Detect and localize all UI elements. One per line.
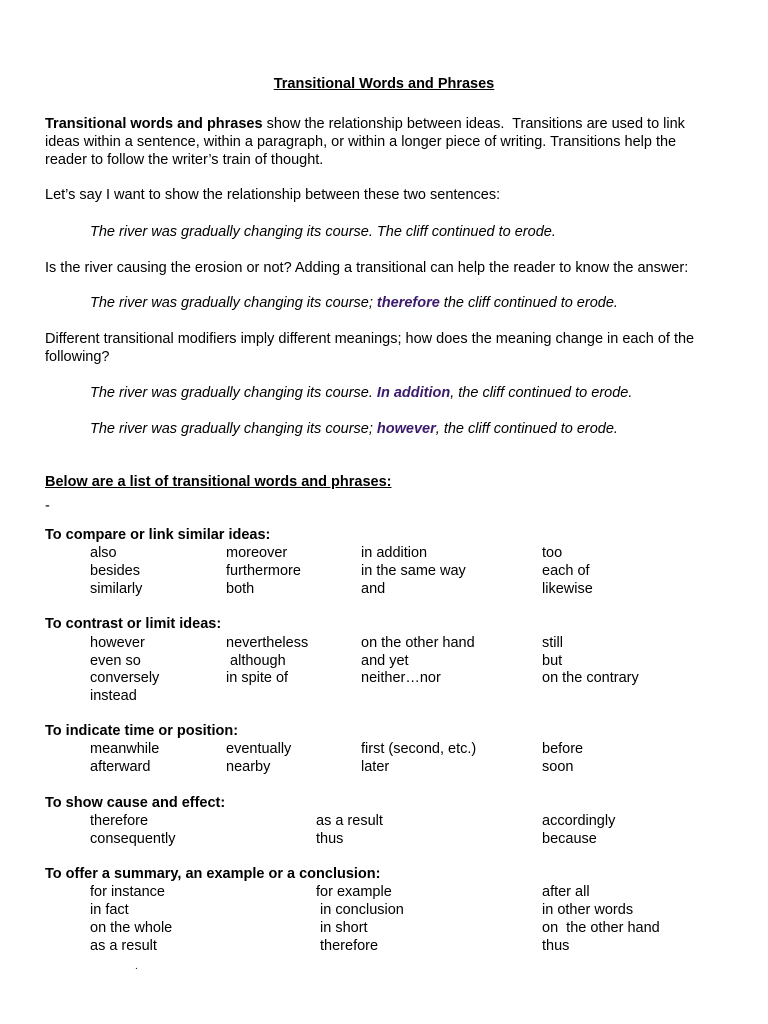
- list-item: because: [542, 831, 597, 847]
- list-item: therefore: [90, 813, 149, 829]
- list-item: for instance: [90, 884, 165, 900]
- list-item: consequently: [90, 831, 176, 847]
- list-item: thus: [542, 938, 570, 954]
- page-title: Transitional Words and Phrases: [273, 76, 495, 92]
- list-item: nearby: [226, 759, 271, 775]
- list-item: on the whole: [90, 920, 173, 936]
- section-heading-cause: To show cause and effect:: [45, 795, 226, 811]
- list-item: still: [542, 635, 563, 651]
- transition-in-addition: In addition: [376, 385, 451, 401]
- list-item: although: [226, 653, 286, 669]
- list-item: on the contrary: [542, 670, 639, 686]
- list-item: on the other hand: [361, 635, 475, 651]
- list-item: besides: [90, 563, 140, 579]
- list-item: furthermore: [226, 563, 301, 579]
- list-item: thus: [316, 831, 344, 847]
- list-item: in spite of: [226, 670, 289, 686]
- section-heading-summary: To offer a summary, an example or a conclusion:: [45, 866, 381, 882]
- list-item: for example: [316, 884, 392, 900]
- list-item: later: [361, 759, 390, 775]
- question-text: Is the river causing the erosion or not? Adding a transitional can help the reader to know the answer:: [45, 260, 689, 276]
- section-heading-contrast: To contrast or limit ideas:: [45, 616, 222, 632]
- list-item: conversely: [90, 670, 160, 686]
- list-item: meanwhile: [90, 741, 160, 757]
- list-item: in addition: [361, 545, 428, 561]
- list-item: instead: [90, 688, 137, 704]
- transition-however: however: [376, 421, 436, 437]
- list-item: therefore: [316, 938, 379, 954]
- list-item: nevertheless: [226, 635, 309, 651]
- stray-mark: .: [135, 961, 138, 972]
- list-item: on the other hand: [542, 920, 660, 936]
- list-item: too: [542, 545, 563, 561]
- list-item: as a result: [316, 813, 383, 829]
- stray-dash: -: [45, 498, 50, 514]
- list-item: but: [542, 653, 563, 669]
- example-sentence-3: The river was gradually changing its course. In addition, the cliff continued to erode.: [90, 385, 633, 401]
- list-item: and: [361, 581, 386, 597]
- list-item: in short: [316, 920, 368, 936]
- section-heading-time: To indicate time or position:: [45, 723, 239, 739]
- section-heading-compare: To compare or link similar ideas:: [45, 527, 271, 543]
- intro-paragraph: [45, 115, 735, 169]
- list-item: likewise: [542, 581, 593, 597]
- list-item: each of: [542, 563, 590, 579]
- intro-line2: ideas within a sentence, within a paragraph, or within a longer piece of writing. Transitions help the: [45, 134, 677, 150]
- example-sentence-2: The river was gradually changing its course; therefore the cliff continued to erode.: [90, 295, 618, 311]
- transition-therefore: therefore: [376, 295, 440, 311]
- different-meanings-paragraph: Different transitional modifiers imply different meanings; how does the meaning change in each of the following?: [45, 331, 695, 365]
- list-item: before: [542, 741, 584, 757]
- intro-line1: show the relationship between ideas. Transitions are used to link: [262, 116, 685, 132]
- list-item: as a result: [90, 938, 157, 954]
- list-item: in the same way: [361, 563, 466, 579]
- list-item: similarly: [90, 581, 143, 597]
- list-item: even so: [90, 653, 141, 669]
- list-item: moreover: [226, 545, 288, 561]
- list-item: afterward: [90, 759, 151, 775]
- list-item: soon: [542, 759, 574, 775]
- list-item: neither…nor: [361, 670, 441, 686]
- intro-bold-lead: Transitional words and phrases: [45, 116, 263, 132]
- intro-line3: reader to follow the writer’s train of thought.: [45, 152, 324, 168]
- list-item: however: [90, 635, 145, 651]
- list-heading: Below are a list of transitional words and phrases:: [45, 474, 392, 490]
- list-item: in fact: [90, 902, 129, 918]
- list-item: in other words: [542, 902, 634, 918]
- list-item: also: [90, 545, 117, 561]
- list-item: eventually: [226, 741, 292, 757]
- example-sentence-4: The river was gradually changing its course; however, the cliff continued to erode.: [90, 421, 618, 437]
- list-item: in conclusion: [316, 902, 404, 918]
- list-item: first (second, etc.): [361, 741, 477, 757]
- example-sentence-1: The river was gradually changing its course. The cliff continued to erode.: [90, 224, 556, 240]
- list-item: accordingly: [542, 813, 616, 829]
- lets-say-text: Let’s say I want to show the relationship between these two sentences:: [45, 187, 501, 203]
- list-item: both: [226, 581, 255, 597]
- list-item: after all: [542, 884, 590, 900]
- list-item: and yet: [361, 653, 409, 669]
